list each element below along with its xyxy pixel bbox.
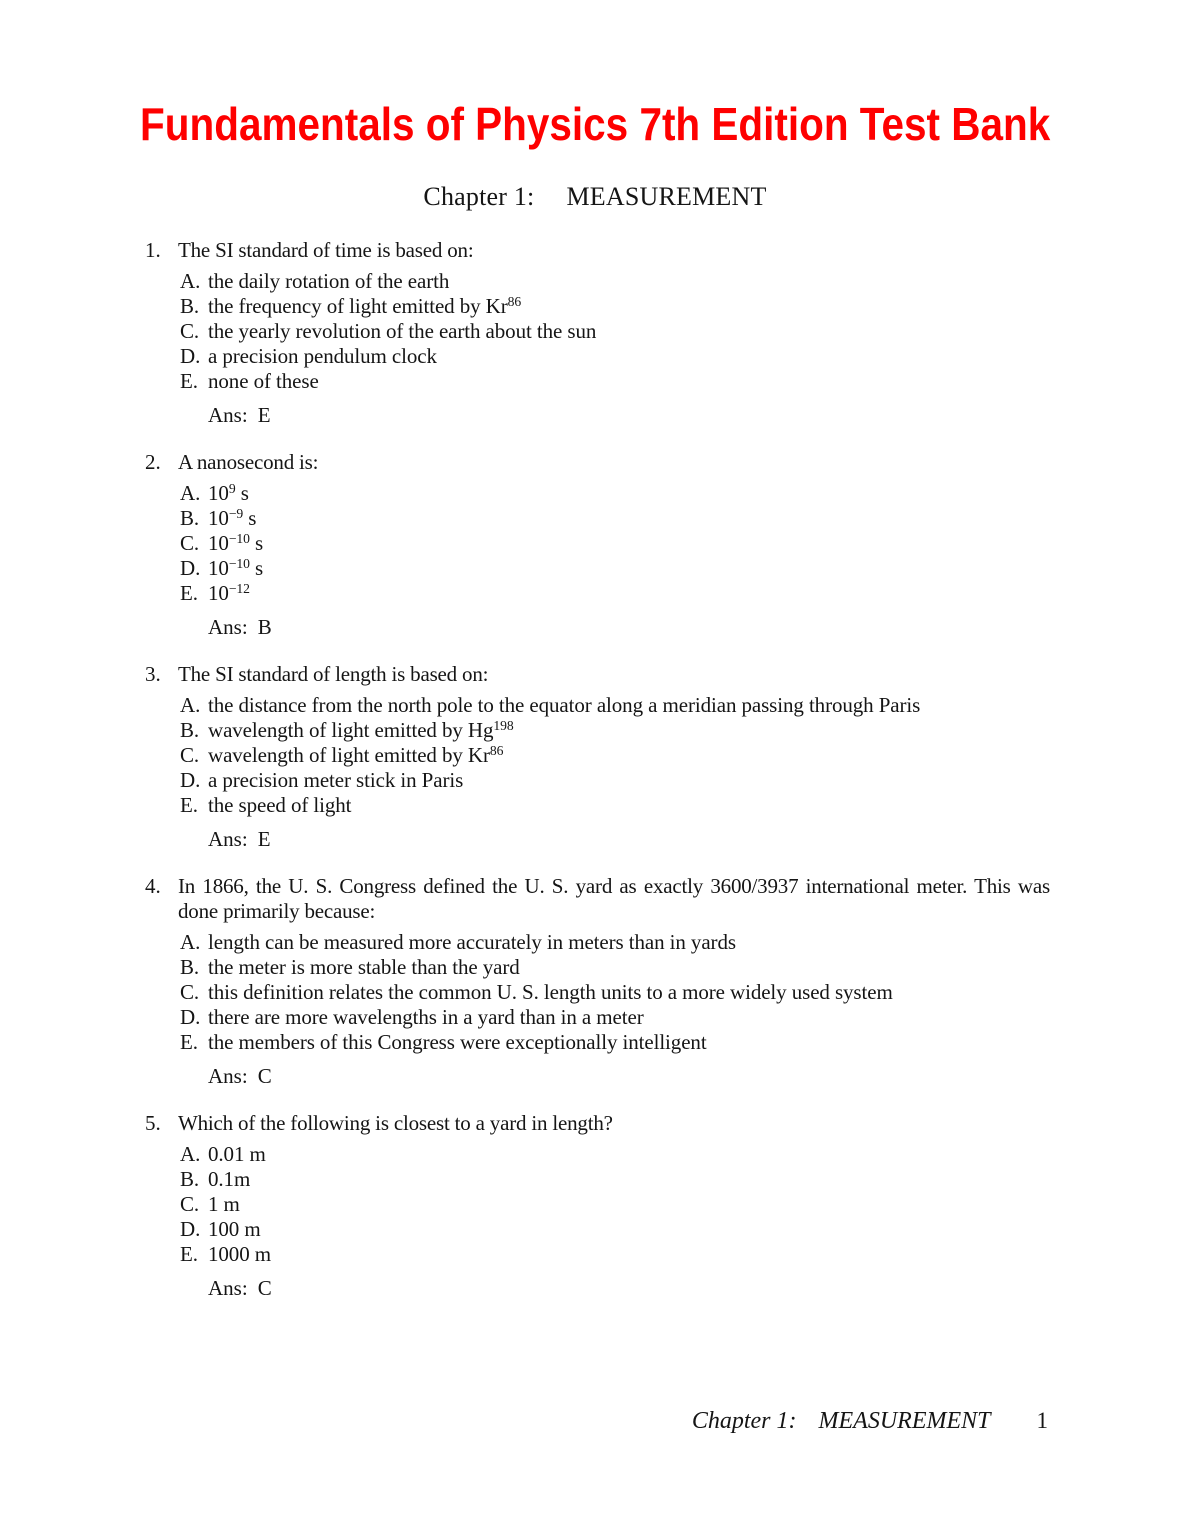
question-text: A nanosecond is: [178, 450, 319, 474]
question-block [0, 874, 1190, 1089]
choice-letter: E. [180, 1242, 198, 1266]
choice-text: the daily rotation of the earth [208, 269, 450, 293]
choice-text: 100 m [208, 1217, 261, 1241]
choice-letter: E. [180, 1030, 198, 1054]
question-text: The SI standard of length is based on: [178, 662, 489, 686]
answer-line [0, 403, 1190, 428]
choice-text: the members of this Congress were exceptionally intelligent [208, 1030, 707, 1054]
choice-row [0, 294, 1190, 319]
choice-text: the meter is more stable than the yard [208, 955, 520, 979]
choice-letter: A. [180, 269, 201, 293]
question-header [0, 874, 1190, 924]
choice-text: $10^{-10}$ s [208, 530, 264, 555]
answer-value: C [257, 1276, 272, 1300]
question-header [0, 1111, 1190, 1136]
choice-list [0, 1142, 1190, 1267]
choice-letter: A. [180, 930, 201, 954]
choice-row [0, 1217, 1190, 1242]
choice-row [0, 743, 1190, 768]
choice-text: 0.01 m [208, 1142, 266, 1166]
footer-chapter-label: Chapter 1: [691, 1408, 797, 1434]
choice-text: the frequency of light emitted by Kr$^{86}$ [208, 293, 522, 318]
question-number: 2. [145, 450, 161, 474]
chapter-heading [0, 182, 1190, 212]
choice-row [0, 556, 1190, 581]
answer-line [0, 827, 1190, 852]
choice-row [0, 1030, 1190, 1055]
choice-row [0, 344, 1190, 369]
choice-row [0, 506, 1190, 531]
answer-value: E [257, 403, 271, 427]
choice-text: $10^{-9}$ s [208, 505, 257, 530]
choice-row [0, 1167, 1190, 1192]
choice-letter: C. [180, 531, 200, 555]
answer-label: Ans: [208, 1064, 248, 1088]
question-list [0, 238, 1190, 1301]
choice-text: $10^{-10}$ s [208, 555, 264, 580]
question-number: 1. [145, 238, 161, 262]
choice-letter: A. [180, 693, 201, 717]
choice-row [0, 693, 1190, 718]
choice-row [0, 768, 1190, 793]
question-block [0, 1111, 1190, 1301]
choice-letter: C. [180, 1192, 200, 1216]
question-block [0, 238, 1190, 428]
choice-letter: D. [180, 1005, 201, 1029]
choice-letter: D. [180, 1217, 201, 1241]
answer-label: Ans: [208, 615, 248, 639]
question-header [0, 662, 1190, 687]
choice-row [0, 531, 1190, 556]
choice-row [0, 930, 1190, 955]
choice-row [0, 269, 1190, 294]
choice-text: $10^{-12}$ [208, 580, 250, 605]
answer-label: Ans: [208, 403, 248, 427]
choice-letter: C. [180, 319, 200, 343]
superscript: 198 [493, 717, 514, 733]
footer-page-number: 1 [1036, 1408, 1048, 1433]
choice-row [0, 1142, 1190, 1167]
superscript: −10 [228, 530, 250, 546]
choice-row [0, 1192, 1190, 1217]
choice-letter: C. [180, 743, 200, 767]
superscript: 86 [489, 742, 504, 758]
superscript: −10 [228, 555, 250, 571]
superscript: −12 [228, 580, 250, 596]
choice-letter: D. [180, 768, 201, 792]
footer-chapter-title: MEASUREMENT [818, 1408, 991, 1434]
superscript: 9 [228, 480, 236, 496]
superscript: −9 [228, 505, 244, 521]
choice-text: 1000 m [208, 1242, 271, 1266]
question-header [0, 450, 1190, 475]
choice-row [0, 718, 1190, 743]
question-number: 5. [145, 1111, 161, 1135]
choice-row [0, 481, 1190, 506]
choice-row [0, 319, 1190, 344]
choice-text: a precision pendulum clock [208, 344, 437, 368]
answer-label: Ans: [208, 827, 248, 851]
choice-letter: D. [180, 556, 201, 580]
choice-list [0, 481, 1190, 606]
choice-text: wavelength of light emitted by Kr$^{86}$ [208, 742, 504, 767]
choice-row [0, 581, 1190, 606]
choice-row [0, 955, 1190, 980]
choice-text: the speed of light [208, 793, 352, 817]
choice-row [0, 793, 1190, 818]
choice-letter: B. [180, 1167, 200, 1191]
answer-value: C [257, 1064, 272, 1088]
choice-text: 0.1m [208, 1167, 251, 1191]
choice-letter: B. [180, 506, 200, 530]
choice-letter: B. [180, 718, 200, 742]
question-number: 4. [145, 874, 161, 898]
chapter-title: MEASUREMENT [566, 182, 767, 211]
choice-letter: A. [180, 481, 201, 505]
choice-letter: D. [180, 344, 201, 368]
choice-letter: C. [180, 980, 200, 1004]
question-block [0, 450, 1190, 640]
choice-text: $10^9$ s [208, 480, 249, 505]
choice-list [0, 269, 1190, 394]
choice-text: a precision meter stick in Paris [208, 768, 464, 792]
answer-line [0, 615, 1190, 640]
choice-text: there are more wavelengths in a yard than in a meter [208, 1005, 644, 1029]
question-text: In 1866, the U. S. Congress defined the U. S. yard as exactly 3600/3937 international meter. This was done primarily because: [178, 874, 1050, 923]
answer-line [0, 1064, 1190, 1089]
choice-letter: A. [180, 1142, 201, 1166]
choice-row [0, 1005, 1190, 1030]
choice-text: the yearly revolution of the earth about the sun [208, 319, 597, 343]
choice-row [0, 369, 1190, 394]
choice-row [0, 1242, 1190, 1267]
question-number: 3. [145, 662, 161, 686]
document-title-text: Fundamentals of Physics 7th Edition Test Bank [139, 98, 1051, 150]
choice-letter: B. [180, 294, 200, 318]
answer-value: B [257, 615, 272, 639]
answer-value: E [257, 827, 271, 851]
answer-label: Ans: [208, 1276, 248, 1300]
choice-text: wavelength of light emitted by Hg$^{198}$ [208, 717, 514, 742]
question-block [0, 662, 1190, 852]
choice-text: length can be measured more accurately in meters than in yards [208, 930, 736, 954]
question-header [0, 238, 1190, 263]
choice-list [0, 930, 1190, 1055]
choice-letter: E. [180, 369, 198, 393]
choice-list [0, 693, 1190, 818]
superscript: 86 [507, 293, 522, 309]
choice-letter: E. [180, 793, 198, 817]
choice-letter: B. [180, 955, 200, 979]
choice-text: none of these [208, 369, 319, 393]
document-title [0, 96, 1190, 152]
choice-letter: E. [180, 581, 198, 605]
question-text: The SI standard of time is based on: [178, 238, 474, 262]
answer-line [0, 1276, 1190, 1301]
choice-text: this definition relates the common U. S. length units to a more widely used system [208, 980, 893, 1004]
choice-text: 1 m [208, 1192, 240, 1216]
question-text: Which of the following is closest to a yard in length? [178, 1111, 613, 1135]
choice-row [0, 980, 1190, 1005]
page-footer [0, 1408, 1048, 1434]
chapter-label: Chapter 1: [423, 182, 535, 211]
choice-text: the distance from the north pole to the equator along a meridian passing through Paris [208, 693, 921, 717]
